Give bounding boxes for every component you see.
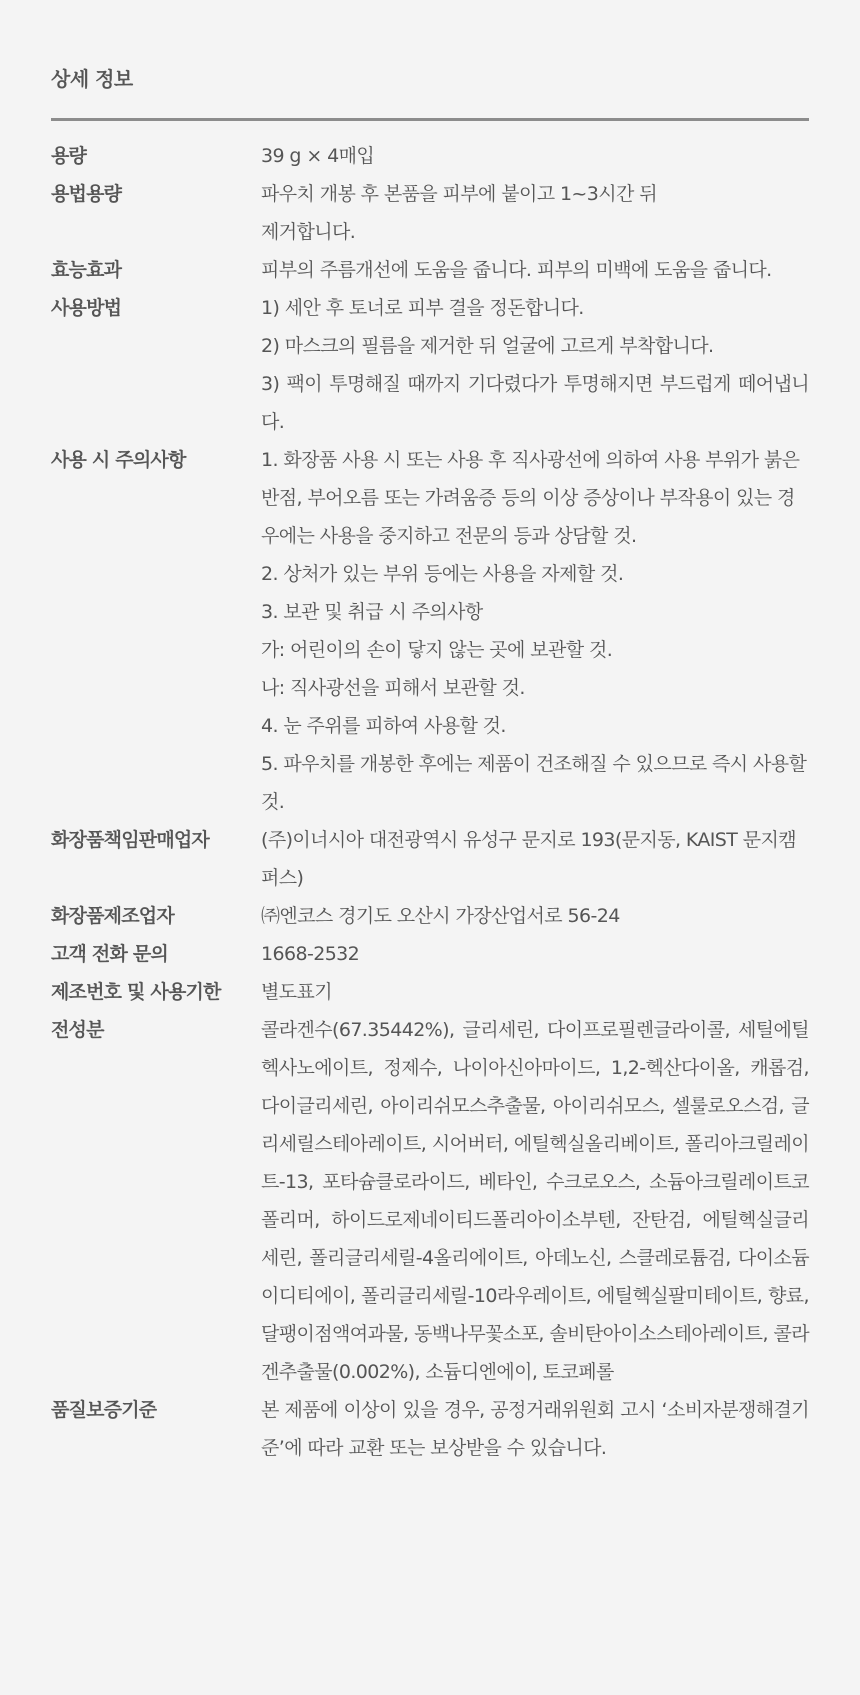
row-value [261,1391,809,1467]
value-line: 1. 화장품 사용 시 또는 사용 후 직사광선에 의하여 사용 부위가 붉은 반점, 부어오름 또는 가려움증 등의 이상 증상이나 부작용이 있는 경우에는 사용을 중지하고 전문의 등과 상담할 것. [261,449,800,547]
info-row-dosage [51,175,809,251]
value-line: 본 제품에 이상이 있을 경우, 공정거래위원회 고시 ‘소비자분쟁해결기준’에 따라 교환 또는 보상받을 수 있습니다. [261,1399,809,1459]
row-value [261,973,809,1011]
info-row-efficacy [51,251,809,289]
value-line: 피부의 주름개선에 도움을 줍니다. 피부의 미백에 도움을 줍니다. [261,259,772,281]
info-row-lot-expiry [51,973,809,1011]
value-line: 2. 상처가 있는 부위 등에는 사용을 자제할 것. [261,563,624,585]
row-value [261,821,809,897]
value-line: 가: 어린이의 손이 닿지 않는 곳에 보관할 것. [261,639,613,661]
row-label: 화장품제조업자 [51,905,174,927]
row-value [261,897,809,935]
value-line: 콜라겐수(67.35442%), 글리세린, 다이프로필렌글라이콜, 세틸에틸헥사노에이트, 정제수, 나이아신아마이드, 1,2-헥산다이올, 캐롭검, 다이글리세린, 아이리쉬모스추출물, 아이리쉬모스, 셀룰로오스검, 글리세릴스테아레이트, 시어버터, 에틸헥실올리베이트, 폴리아크릴레이트-13, 포타슘클로라이드, 베타인, 수크로오스, 소듐아크릴레이트코폴리머, 하이드로제네이티드폴리아이소부텐, 잔탄검, 에틸헥실글리 세린, 폴리글리세릴-4올리에이트, 아데노신, 스클레로튬검, 다이소듐이디티에이, 폴리글리세릴-10라우레이트, 에틸헥실팔미테이트, 향료, 달팽이점액여과물, 동백나무꽃소포, 솔비탄아이소스테아레이트, 콜라겐추출물(0.002%), 소듐디엔에이, 토코페롤 [261,1019,809,1383]
value-line: ㈜엔코스 경기도 오산시 가장산업서로 56-24 [261,905,620,927]
info-row-usage [51,289,809,441]
info-row-cautions [51,441,809,821]
row-label: 용법용량 [51,183,122,205]
value-line: 1668-2532 [261,943,360,965]
row-value [261,175,809,251]
value-line: 4. 눈 주위를 피하여 사용할 것. [261,715,506,737]
row-value [261,251,809,289]
row-label: 품질보증기준 [51,1399,157,1421]
row-value [261,137,809,175]
value-line: 별도표기 [261,981,333,1003]
row-value [261,935,809,973]
info-row-manufacturer [51,897,809,935]
value-line: 3) 팩이 투명해질 때까지 기다렸다가 투명해지면 부드럽게 떼어냅니다. [261,373,809,433]
info-table [51,137,809,1467]
value-line: (주)이너시아 대전광역시 유성구 문지로 193(문지동, KAIST 문지캠퍼스) [261,829,796,889]
value-line: 2) 마스크의 필름을 제거한 뒤 얼굴에 고르게 부착합니다. [261,335,714,357]
info-row-capacity [51,137,809,175]
row-label: 용량 [51,145,87,167]
row-label: 효능효과 [51,259,122,281]
row-label: 전성분 [51,1019,104,1041]
row-label: 사용방법 [51,297,122,319]
row-value [261,1011,809,1391]
row-value [261,441,809,821]
value-line: 39 g × 4매입 [261,145,375,167]
info-row-customer-phone [51,935,809,973]
value-line: 파우치 개봉 후 본품을 피부에 붙이고 1~3시간 뒤 [261,183,657,205]
value-line: 5. 파우치를 개봉한 후에는 제품이 건조해질 수 있으므로 즉시 사용할 것. [261,753,807,813]
info-row-ingredients [51,1011,809,1391]
value-line: 1) 세안 후 토너로 피부 결을 정돈합니다. [261,297,584,319]
row-label: 고객 전화 문의 [51,943,168,965]
row-value [261,289,809,441]
value-line: 제거합니다. [261,221,356,243]
info-row-quality-guarantee [51,1391,809,1467]
info-row-responsible-seller [51,821,809,897]
row-label: 사용 시 주의사항 [51,449,186,471]
row-label: 화장품책임판매업자 [51,829,209,851]
section-title: 상세 정보 [51,67,133,91]
row-label: 제조번호 및 사용기한 [51,981,221,1003]
value-line: 3. 보관 및 취급 시 주의사항 [261,601,483,623]
value-line: 나: 직사광선을 피해서 보관할 것. [261,677,525,699]
section-divider [51,118,809,121]
